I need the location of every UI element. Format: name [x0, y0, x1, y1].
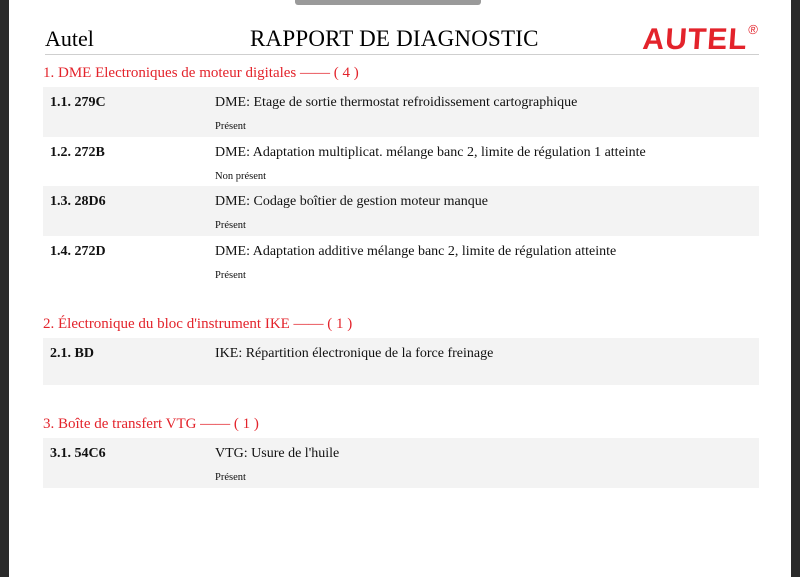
brand-name: Autel: [45, 26, 94, 51]
dtc-row: [43, 236, 759, 286]
page-title: RAPPORT DE DIAGNOSTIC: [250, 26, 539, 51]
dtc-code: 1.4. 272D: [50, 244, 106, 259]
dtc-description: DME: Adaptation multiplicat. mélange banc 2, limite de régulation 1 atteinte: [215, 145, 646, 160]
dtc-description: DME: Adaptation additive mélange banc 2, limite de régulation atteinte: [215, 244, 617, 259]
dtc-status: Présent: [215, 121, 246, 132]
dtc-code: 1.2. 272B: [50, 145, 105, 160]
dtc-description: DME: Codage boîtier de gestion moteur manque: [215, 194, 488, 209]
dtc-description: IKE: Répartition électronique de la force freinage: [215, 346, 494, 361]
section-title-dme: 1. DME Electroniques de moteur digitales —— ( 4 ): [43, 65, 359, 81]
dtc-status: Non présent: [215, 171, 267, 182]
scroll-indicator[interactable]: [295, 0, 481, 5]
dtc-description: DME: Etage de sortie thermostat refroidissement cartographique: [215, 95, 578, 110]
dtc-description: VTG: Usure de l'huile: [215, 446, 340, 461]
dtc-row: [43, 87, 759, 137]
dtc-code: 1.1. 279C: [50, 95, 106, 110]
report-page: [9, 0, 791, 577]
section-title-vtg: 3. Boîte de transfert VTG —— ( 1 ): [43, 416, 259, 432]
dtc-code: 2.1. BD: [50, 346, 94, 361]
dtc-row: [43, 338, 759, 385]
logo-text: AUTEL: [641, 23, 750, 56]
dtc-code: 1.3. 28D6: [50, 194, 106, 209]
dtc-code: 3.1. 54C6: [50, 446, 106, 461]
registered-mark: ®: [748, 22, 760, 37]
autel-logo: [641, 18, 760, 56]
dtc-status: Présent: [215, 270, 246, 281]
dtc-row: [43, 438, 759, 488]
report-header: [45, 16, 759, 55]
section-title-ike: 2. Électronique du bloc d'instrument IKE —— ( 1 ): [43, 316, 353, 332]
dtc-status: Présent: [215, 472, 246, 483]
dtc-row: [43, 186, 759, 236]
dtc-status: Présent: [215, 220, 246, 231]
dtc-row: [43, 137, 759, 186]
